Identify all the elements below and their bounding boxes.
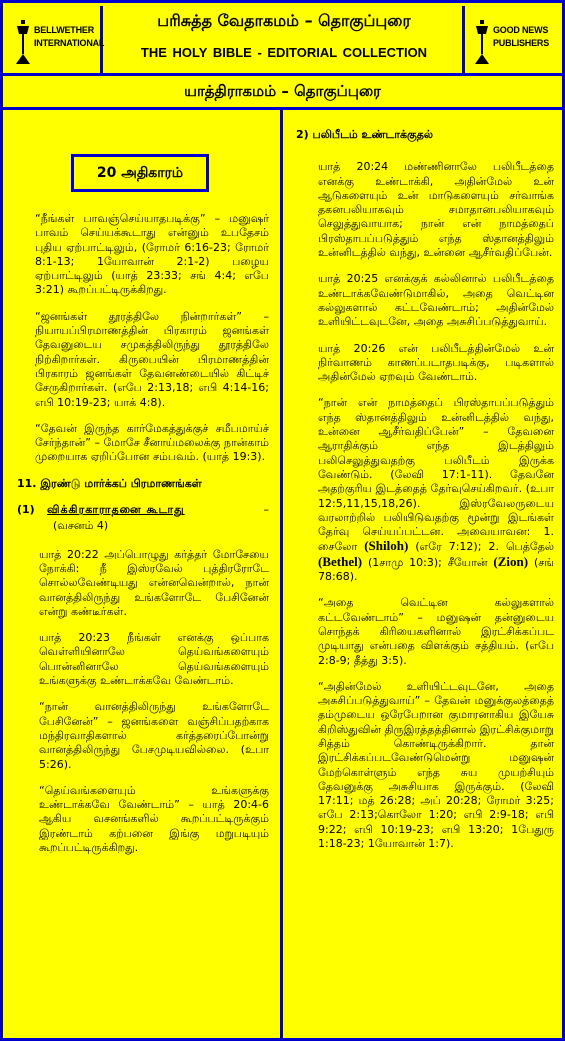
logo-left-line1: BELLWETHER [34, 25, 94, 35]
page-title-english: THE HOLY BIBLE - EDITORIAL COLLECTION [140, 45, 428, 60]
paragraph: “நான் வானத்திலிருந்து உங்களோடே பேசினேன்” – ஜனங்களை வஞ்சிப்பதற்காக மந்திரவாதிகளால் கர்த்தரைப்போன்று வானத்திலிருந்து பேசமுடியவில்லை. (உபா 5:26). [39, 700, 269, 771]
paragraph: “அதின்மேல் உளியிட்டவுடனே, அதை அசுசிப்படுத்துவாய்” – தேவன் மனுக்குலத்தைத் தம்முடைய ஒரேபேறான குமாரனாகிய இயேசு கிறிஸ்துவின் திருஇரத்தத்தினால் இரட்சிக்குமாறு சித்தம் கொண்டிருக்கிறார். தான் இரட்சிக்கப்படவேண்டுமென்று மனுஷன் மேற்கொள்ளும் எந்த சுய முயற்சியும் தேவனுக்கு அசுசியாக இருக்கும். (லேவி 17:11; மத் 26:28; அப் 20:28; ரோமர் 3:25; எபே 2:13;கொலோ 1:20; எபி 2:9-18; எபி 9:22; எபி 10:19-23; எபி 13:20; 1பேதுரு 1:18-23; 1யோவான் 1:7). [318, 679, 554, 851]
text-run: (சங் 78:68). [318, 555, 554, 584]
text-run: (எரே 7:12); 2. பெத்தேல் [415, 540, 554, 554]
text-run: “நான் என் நாமத்தைப் பிரஸ்தாபப்படுத்தும் எந்த ஸ்தானத்திலும் உன்னிடத்தில் வந்து, உன்னை ஆசீர்வதிப்பேன்” – தேவனை ஆராதிக்கும் எந்த இடத்திலும் பலிசெலுத்துவதற்கு பலிபீடம் இருக்க வேண்டும். (லேவி 17:1-11). தேவனே அதற்குரிய இடத்தைத் தேர்வுசெய்கிறவர். (உபா 12:5,11,15,18,26). இஸ்ரவேலருடைய வரலாற்றில் பலியிடுவதற்கு மூன்று இடங்கள் தேர்வு செய்யப்பட்டன. அவையாவன: 1. சைலோ [318, 396, 554, 554]
paragraph: “தேவன் இருந்த கார்மேகத்துக்குச் சமீபமாய்ச் சேர்ந்தான்” – மோசே சீனாய்மலைக்கு நான்காம் முறையாக ஏறிப்போன சம்பவம். (யாத் 19:3). [35, 421, 269, 464]
paragraph: “தெய்வங்களையும் உங்களுக்கு உண்டாக்கவே வேண்டாம்” – யாத் 20:4-6 ஆகிய வசனங்களில் கூறப்பட்டிருக்கும் இரண்டாம் கற்பனை இங்கு மறுபடியும் கூறப்பட்டிருக்கிறது. [39, 783, 269, 854]
subsection-heading [17, 503, 269, 534]
subsection-reference: (வசனம் 4) [53, 519, 109, 533]
verse-paragraph: யாத் 20:22 அப்பொழுது கர்த்தர் மோசேயை நோக்கி: நீ இஸ்ரவேல் புத்திரரோடே சொல்லவேண்டியது என்னவென்றால், நான் வானத்திலிருந்து உங்களோடே பேசினேன் என்று கண்டீர்கள். [39, 547, 269, 618]
section-title-band [0, 76, 565, 110]
verse-paragraph: யாத் 20:23 நீங்கள் எனக்கு ஒப்பாக வெள்ளியினாலே தெய்வங்களையும் பொன்னினாலே தெய்வங்களையும் உங்களுக்கு உண்டாக்கவே வேண்டாம். [39, 631, 269, 688]
verse-paragraph: யாத் 20:25 எனக்குக் கல்லினால் பலிபீடத்தை உண்டாக்கவேண்டுமாகில், அதை வெட்டின கல்லுகளால் கட்டவேண்டாம்; அதின்மேல் உளியிட்டவுடனே, அதை அசுசிப்படுத்துவாய். [318, 272, 554, 329]
place-shiloh: (Shiloh) [364, 538, 409, 554]
place-zion: (Zion) [493, 553, 529, 569]
page-header [0, 0, 565, 76]
chapter-label: 20 அதிகாரம் [71, 154, 209, 192]
lamp-icon [473, 20, 491, 66]
section-heading: 2) பலிபீடம் உண்டாக்குதல் [296, 128, 434, 141]
logo-right-line2: PUBLISHERS [493, 38, 550, 48]
paragraph: “அதை வெட்டின கல்லுகளால் கட்டவேண்டாம்” – மனுஷன் தன்னுடைய சொந்தக் கிரியைகளினால் இரட்சிக்கப்பட முடியாது என்பதை விளக்கும் சத்தியம். (எபே 2:8-9; தீத்து 3:5). [318, 596, 554, 667]
good-news-logo [462, 6, 559, 76]
paragraph [296, 396, 554, 584]
left-column-text [17, 212, 269, 867]
section-title: யாத்திராகமம் – தொகுப்புரை [184, 82, 381, 100]
place-bethel: (Bethel) [318, 553, 363, 569]
right-column-text [296, 128, 554, 863]
lamp-icon [14, 20, 32, 66]
text-run: (1சாமு 10:3); சீயோன் [367, 555, 488, 569]
bellwether-logo [6, 6, 103, 76]
verse-paragraph: யாத் 20:26 என் பலிபீடத்தின்மேல் உன் நிர்வாணம் காணப்படாதபடிக்கு, படிகளால் அதின்மேல் ஏறவும் வேண்டாம். [318, 341, 554, 384]
logo-left-line2: INTERNATIONAL [34, 38, 105, 48]
paragraph: “ஜனங்கள் தூரத்திலே நின்றார்கள்” – நியாயப்பிரமாணத்தின் பிரகாரம் ஜனங்கள் தேவனுடைய சமுகத்திலிருந்து தூரத்திலே நிற்கிறார்கள். கிருபையின் பிரமாணத்தின் பிரகாரம் ஜனங்கள் தேவனண்டையில் கிட்டிச் சேருகிறார்கள். (எபே 2:13,18; எபி 4:14-16; எபி 10:19-23; யாக் 4:8). [35, 309, 269, 409]
right-column [280, 110, 565, 1041]
subsection-dash: – [263, 503, 269, 517]
subsection-number: (1) [17, 503, 35, 517]
subsection-title: விக்கிரகாராதனை கூடாது [47, 503, 185, 517]
page-title-tamil: பரிசுத்த வேதாகமம் – தொகுப்புரை [157, 11, 411, 30]
verse-paragraph: யாத் 20:24 மண்ணினாலே பலிபீடத்தை எனக்கு உண்டாக்கி, அதின்மேல் உன் ஆடுகளையும் உன் மாடுகளையும் சர்வாங்க தகனபலியாகவும் சமாதானபலியாகவும் செலுத்துவாயாக; நான் என் நாமத்தைப் பிரஸ்தாபப்படுத்தும் எந்த ஸ்தானத்திலும் உன்னிடத்தில் வந்து, உன்னை ஆசீர்வதிப்பேன். [318, 160, 554, 260]
paragraph: “நீங்கள் பாவஞ்செய்யாதபடிக்கு” – மனுஷர் பாவம் செய்யக்கூடாது என்னும் உபதேசம் புதிய ஏற்பாட்டிலும், (ரோமர் 6:16-23; ரோமர் 8:1-13; 1யோவான் 2:1-2) பழைய ஏற்பாட்டிலும் (யாத் 23:33; சங் 4:4; எபே 3:21) கூறப்பட்டிருக்கிறது. [35, 212, 269, 297]
left-column [0, 110, 283, 1041]
section-heading: 11. இரண்டு மார்க்கப் பிரமாணங்கள் [17, 476, 202, 490]
logo-right-line1: GOOD NEWS [493, 25, 549, 35]
